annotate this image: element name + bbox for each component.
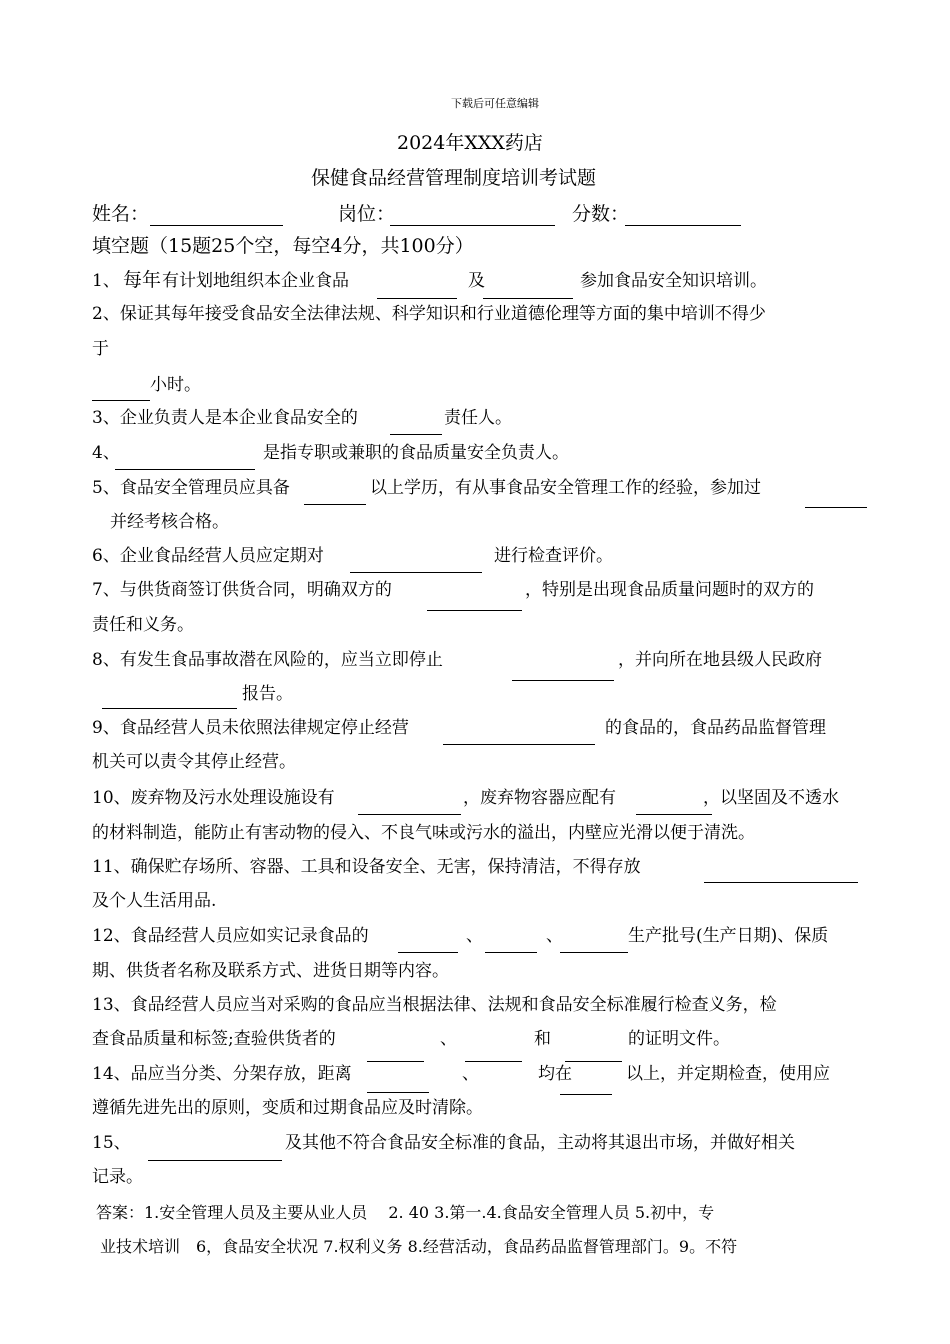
q13-text-cont: 查食品质量和标签;查验供货者的 <box>92 1029 336 1049</box>
q6-text-end: 进行检查评价。 <box>494 546 613 566</box>
q4-number: 4、 <box>92 443 120 463</box>
header-note: 下载后可任意编辑 <box>451 97 539 110</box>
q9-text-end: 机关可以责令其停止经营。 <box>92 752 296 772</box>
q8-blank-2[interactable] <box>102 708 237 709</box>
q12-text-end: 期、供货者名称及联系方式、进货日期等内容。 <box>92 961 449 981</box>
q7-text: 7、与供货商签订供货合同，明确双方的 <box>92 580 392 600</box>
q13-blank-1[interactable] <box>367 1061 424 1062</box>
answers-line2: 业技术培训 6，食品安全状况 7.权利义务 8.经营活动，食品药品监督管理部门。9。不符 <box>100 1237 738 1256</box>
q10-text-mid: ，废弃物容器应配有 <box>463 788 616 808</box>
q8-text-mid: ，并向所在地县级人民政府 <box>618 650 822 670</box>
q14-text: 14、品应当分类、分架存放，距离 <box>92 1064 352 1084</box>
q5-text: 5、食品安全管理员应具备 <box>92 478 290 498</box>
q3-text: 3、企业负责人是本企业食品安全的 <box>92 408 358 428</box>
name-field[interactable] <box>150 225 283 226</box>
q12-text-mid: 生产批号(生产日期)、保质 <box>628 926 829 946</box>
q1-number: 1、 <box>92 271 120 291</box>
position-field[interactable] <box>390 225 555 226</box>
q11-blank[interactable] <box>704 882 858 883</box>
q5-text-mid: 以上学历，有从事食品安全管理工作的经验，参加过 <box>370 478 761 498</box>
q12-blank-3[interactable] <box>560 952 628 953</box>
q10-text: 10、废弃物及污水处理设施设有 <box>92 788 335 808</box>
q9-blank[interactable] <box>443 744 595 745</box>
q2-text-cont: 于 <box>92 339 109 359</box>
q6-blank[interactable] <box>350 572 482 573</box>
q14-text-end: 遵循先进先出的原则，变质和过期食品应及时清除。 <box>92 1098 483 1118</box>
q15-text-end: 记录。 <box>92 1167 143 1187</box>
q6-text: 6、企业食品经营人员应定期对 <box>92 546 324 566</box>
q1-text: 有计划地组织本企业食品 <box>162 271 349 291</box>
q13-and: 和 <box>534 1029 551 1049</box>
q12-blank-2[interactable] <box>485 952 537 953</box>
q12-text: 12、食品经营人员应如实记录食品的 <box>92 926 369 946</box>
score-field[interactable] <box>625 225 741 226</box>
q1-blank-2[interactable] <box>483 298 573 299</box>
q5-blank-2[interactable] <box>805 507 867 508</box>
q10-blank-1[interactable] <box>358 814 461 815</box>
q1-text-and: 及 <box>468 271 485 291</box>
q14-blank-1[interactable] <box>367 1092 429 1093</box>
q12-sep-2: 、 <box>546 926 563 946</box>
q10-blank-2[interactable] <box>636 814 712 815</box>
answers-line1: 答案：1.安全管理人员及主要从业人员 2. 40 3.第一.4.食品安全管理人员 5.初中，专 <box>96 1203 715 1222</box>
section-heading: 填空题（15题25个空，每空4分，共100分） <box>92 235 474 257</box>
q4-text: 是指专职或兼职的食品质量安全负责人。 <box>263 443 569 463</box>
q13-blank-2[interactable] <box>465 1061 522 1062</box>
name-label: 姓名： <box>92 203 150 225</box>
exam-title-line1: 2024年XXX药店 <box>397 132 543 154</box>
q11-text-end: 及个人生活用品. <box>92 891 217 911</box>
q1-emph: 每年 <box>123 269 162 291</box>
q7-text-end: 责任和义务。 <box>92 615 194 635</box>
q13-blank-3[interactable] <box>565 1061 622 1062</box>
q2-text-end: 小时。 <box>150 375 201 395</box>
q8-text: 8、有发生食品事故潜在风险的，应当立即停止 <box>92 650 443 670</box>
q13-text: 13、食品经营人员应当对采购的食品应当根据法律、法规和食品安全标准履行检查义务，检 <box>92 995 777 1015</box>
q5-blank-1[interactable] <box>304 504 366 505</box>
q13-text-end: 的证明文件。 <box>628 1029 730 1049</box>
q7-text-mid: ，特别是出现食品质量问题时的双方的 <box>525 580 814 600</box>
q11-text: 11、确保贮存场所、容器、工具和设备安全、无害，保持清洁，不得存放 <box>92 857 641 877</box>
q14-text-mid: 均在 <box>538 1064 572 1084</box>
q10-text-end: 的材料制造，能防止有害动物的侵入、不良气味或污水的溢出，内壁应光滑以便于清洗。 <box>92 823 755 843</box>
q14-blank-2[interactable] <box>560 1094 612 1095</box>
score-label: 分数： <box>572 203 630 225</box>
q10-text-mid2: ，以坚固及不透水 <box>703 788 839 808</box>
q5-text-end: 并经考核合格。 <box>110 512 229 532</box>
q15-number: 15、 <box>92 1133 131 1153</box>
q12-blank-1[interactable] <box>398 952 458 953</box>
q12-sep-1: 、 <box>466 926 483 946</box>
q1-blank-1[interactable] <box>377 298 457 299</box>
exam-title-line2: 保健食品经营管理制度培训考试题 <box>311 167 597 189</box>
position-label: 岗位： <box>338 203 396 225</box>
q15-blank[interactable] <box>148 1160 282 1161</box>
q7-blank[interactable] <box>427 610 522 611</box>
q13-sep: 、 <box>440 1029 457 1049</box>
q2-text: 2、保证其每年接受食品安全法律法规、科学知识和行业道德伦理等方面的集中培训不得少 <box>92 304 766 324</box>
q14-sep: 、 <box>462 1064 479 1084</box>
q1-text-end: 参加食品安全知识培训。 <box>580 271 767 291</box>
q9-text: 9、食品经营人员未依照法律规定停止经营 <box>92 718 409 738</box>
q8-blank-1[interactable] <box>512 680 614 681</box>
q4-blank[interactable] <box>115 469 255 470</box>
q9-text-mid: 的食品的，食品药品监督管理 <box>605 718 826 738</box>
q15-text: 及其他不符合食品安全标准的食品，主动将其退出市场，并做好相关 <box>285 1133 795 1153</box>
q14-text-mid2: 以上，并定期检查，使用应 <box>626 1064 830 1084</box>
q8-text-end: 报告。 <box>242 684 293 704</box>
q3-text-end: 责任人。 <box>444 408 512 428</box>
q3-blank[interactable] <box>390 434 442 435</box>
q2-blank[interactable] <box>92 400 150 401</box>
